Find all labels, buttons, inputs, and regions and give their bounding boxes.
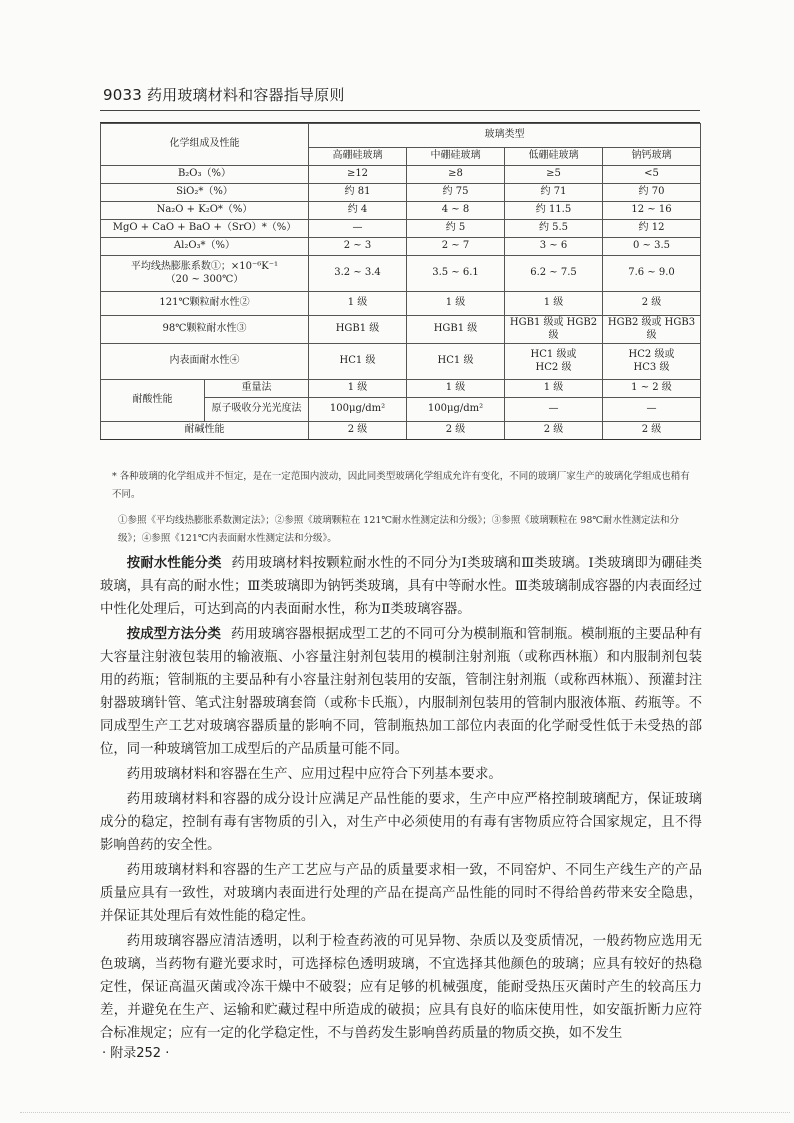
cell: —: [505, 398, 603, 422]
cell: 3.2 ~ 3.4: [309, 256, 407, 292]
paragraph-term: 按成型方法分类: [126, 627, 222, 642]
cell: <5: [603, 166, 701, 184]
cell: 3.5 ~ 6.1: [407, 256, 505, 292]
cell-line: HC2 级: [535, 361, 572, 373]
cell-line: HC1 级或: [530, 349, 577, 360]
cell: 约 70: [603, 184, 701, 202]
table-header-row: [101, 124, 701, 148]
cell: HGB1 级: [309, 316, 407, 344]
type-header: 低硼硅玻璃: [505, 148, 603, 166]
row-label: 98℃颗粒耐水性③: [101, 316, 309, 344]
cell: 2 级: [603, 292, 701, 316]
cell: HGB1 级: [407, 316, 505, 344]
row-label: Na₂O + K₂O*（%）: [101, 202, 309, 220]
cell: —: [603, 398, 701, 422]
paragraph-text: 药用玻璃容器根据成型工艺的不同可分为模制瓶和管制瓶。模制瓶的主要品种有大容量注射液包装用的输液瓶、小容量注射剂包装用的模制注射剂瓶（或称西林瓶）和内服制剂包装用的药瓶；管制瓶的主要品种有小容量注射剂包装用的安瓿，管制注射剂瓶（或称西林瓶）、预灌封注射器玻璃针管、笔式注射器玻璃套筒（或称卡氏瓶），内服制剂包装用的管制内服液体瓶、药瓶等。不同成型生产工艺对玻璃容器质量的影响不同，管制瓶热加工部位内表面的化学耐受性低于未受热的部位，同一种玻璃管加工成型后的产品质量可能不同。: [100, 627, 703, 757]
sub-row-label: 原子吸收分光光度法: [205, 398, 309, 422]
paragraph: 药用玻璃材料和容器在生产、应用过程中应符合下列基本要求。: [126, 767, 502, 782]
table-row: [101, 238, 701, 256]
cell: [505, 344, 603, 380]
cell: 4 ~ 8: [407, 202, 505, 220]
table-row: [101, 422, 701, 440]
cell: 约 4: [309, 202, 407, 220]
cell: 6.2 ~ 7.5: [505, 256, 603, 292]
cell: 2 ~ 3: [309, 238, 407, 256]
cell: 12 ~ 16: [603, 202, 701, 220]
cell: 1 ~ 2 级: [603, 380, 701, 398]
row-label: 耐酸性能: [101, 380, 205, 422]
type-header: 高硼硅玻璃: [309, 148, 407, 166]
cell: 约 11.5: [505, 202, 603, 220]
cell: ≥5: [505, 166, 603, 184]
cell: 7.6 ~ 9.0: [603, 256, 701, 292]
cell: 100μg/dm²: [407, 398, 505, 422]
note-refs: ①参照《平均线热膨胀系数测定法》；②参照《玻璃颗粒在 121℃耐水性测定法和分级》；③参照《玻璃颗粒在 98℃耐水性测定法和分级》；④参照《121℃内表面耐水性测定法和分级》。: [118, 515, 680, 544]
cell: HGB2 级或 HGB3 级: [603, 316, 701, 344]
row-label-line: （20 ~ 300℃）: [165, 273, 244, 285]
sub-row-label: 重量法: [205, 380, 309, 398]
cell: ≥8: [407, 166, 505, 184]
cell: 1 级: [407, 380, 505, 398]
row-label: 耐碱性能: [101, 422, 309, 440]
page-header: 9033 药用玻璃材料和容器指导原则: [103, 86, 345, 104]
cell: 约 5.5: [505, 220, 603, 238]
table-row: [101, 184, 701, 202]
cell-line: HC3 级: [633, 361, 670, 373]
row-label: MgO + CaO + BaO +（SrO）*（%）: [101, 220, 309, 238]
paragraph: 药用玻璃材料和容器的成分设计应满足产品性能的要求，生产中应严格控制玻璃配方，保证玻璃成分的稳定，控制有毒有害物质的引入，对生产中必须使用的有毒有害物质应符合国家规定，且不得影响兽药的安全性。: [100, 792, 702, 853]
table-row: [101, 220, 701, 238]
table-row: [101, 202, 701, 220]
table-notes: [112, 468, 698, 548]
paragraph-text: 药用玻璃材料按颗粒耐水性的不同分为Ⅰ类玻璃和Ⅲ类玻璃。Ⅰ类玻璃即为硼硅类玻璃，具有高的耐水性；Ⅲ类玻璃即为钠钙类玻璃，具有中等耐水性。Ⅲ类玻璃制成容器的内表面经过中性化处理后，可达到高的内表面耐水性，称为Ⅱ类玻璃容器。: [100, 556, 702, 617]
paragraph: 药用玻璃容器应清洁透明，以利于检查药液的可见异物、杂质以及变质情况，一般药物应选用无色玻璃，当药物有避光要求时，可选择棕色透明玻璃，不宜选择其他颜色的玻璃；应具有较好的热稳定性，保证高温灭菌或冷冻干燥中不破裂；应有足够的机械强度，能耐受热压灭菌时产生的较高压力差，并避免在生产、运输和贮藏过程中所造成的破损；应具有良好的临床使用性，如安瓿折断力应符合标准规定；应有一定的化学稳定性，不与兽药发生影响兽药质量的物质交换，如不发生: [100, 934, 702, 1041]
row-label: SiO₂*（%）: [101, 184, 309, 202]
row-label: Al₂O₃*（%）: [101, 238, 309, 256]
cell: 0 ~ 3.5: [603, 238, 701, 256]
table-row: [101, 380, 701, 398]
cell: 2 级: [407, 422, 505, 440]
cell: 约 12: [603, 220, 701, 238]
table-row: [101, 256, 701, 292]
row-label: [101, 256, 309, 292]
property-header: 化学组成及性能: [101, 124, 309, 166]
table-row: [101, 292, 701, 316]
glass-properties-table: [100, 123, 701, 440]
note-star: * 各种玻璃的化学组成并不恒定，是在一定范围内波动，因此同类型玻璃化学组成允许有变化，不同的玻璃厂家生产的玻璃化学组成也稍有不同。: [112, 471, 690, 500]
cell: HC1 级: [407, 344, 505, 380]
scan-edge: [20, 1112, 790, 1113]
paragraph: 药用玻璃材料和容器的生产工艺应与产品的质量要求相一致，不同窑炉、不同生产线生产的产品质量应具有一致性，对玻璃内表面进行处理的产品在提高产品性能的同时不得给兽药带来安全隐患，并保证其处理后有效性能的稳定性。: [100, 863, 702, 924]
cell: 约 81: [309, 184, 407, 202]
cell: 100μg/dm²: [309, 398, 407, 422]
row-label: B₂O₃（%）: [101, 166, 309, 184]
type-header: 钠钙玻璃: [603, 148, 701, 166]
type-header: 中硼硅玻璃: [407, 148, 505, 166]
cell: —: [309, 220, 407, 238]
row-label-line: 平均线热膨胀系数①；×10⁻⁶K⁻¹: [130, 261, 279, 272]
cell: [603, 344, 701, 380]
cell: 1 级: [309, 292, 407, 316]
cell: 2 级: [309, 422, 407, 440]
cell: 1 级: [505, 292, 603, 316]
body-text: [100, 552, 702, 1047]
paragraph: [100, 552, 702, 621]
cell: HC1 级: [309, 344, 407, 380]
cell: HGB1 级或 HGB2 级: [505, 316, 603, 344]
cell: 3 ~ 6: [505, 238, 603, 256]
cell: ≥12: [309, 166, 407, 184]
cell: 1 级: [309, 380, 407, 398]
cell-line: HC2 级或: [628, 349, 675, 360]
paragraph-term: 按耐水性能分类: [126, 556, 222, 571]
group-header: 玻璃类型: [309, 124, 701, 148]
cell: 约 75: [407, 184, 505, 202]
table-row: [101, 344, 701, 380]
paragraph: [100, 623, 702, 761]
cell: 2 ~ 7: [407, 238, 505, 256]
cell: 1 级: [407, 292, 505, 316]
row-label: 内表面耐水性④: [101, 344, 309, 380]
table-row: [101, 166, 701, 184]
row-label: 121℃颗粒耐水性②: [101, 292, 309, 316]
table-row: [101, 316, 701, 344]
cell: 2 级: [603, 422, 701, 440]
cell: 约 71: [505, 184, 603, 202]
cell: 1 级: [505, 380, 603, 398]
cell: 约 5: [407, 220, 505, 238]
header-rule: [100, 110, 700, 111]
cell: 2 级: [505, 422, 603, 440]
page-number: · 附录252 ·: [102, 1046, 170, 1061]
